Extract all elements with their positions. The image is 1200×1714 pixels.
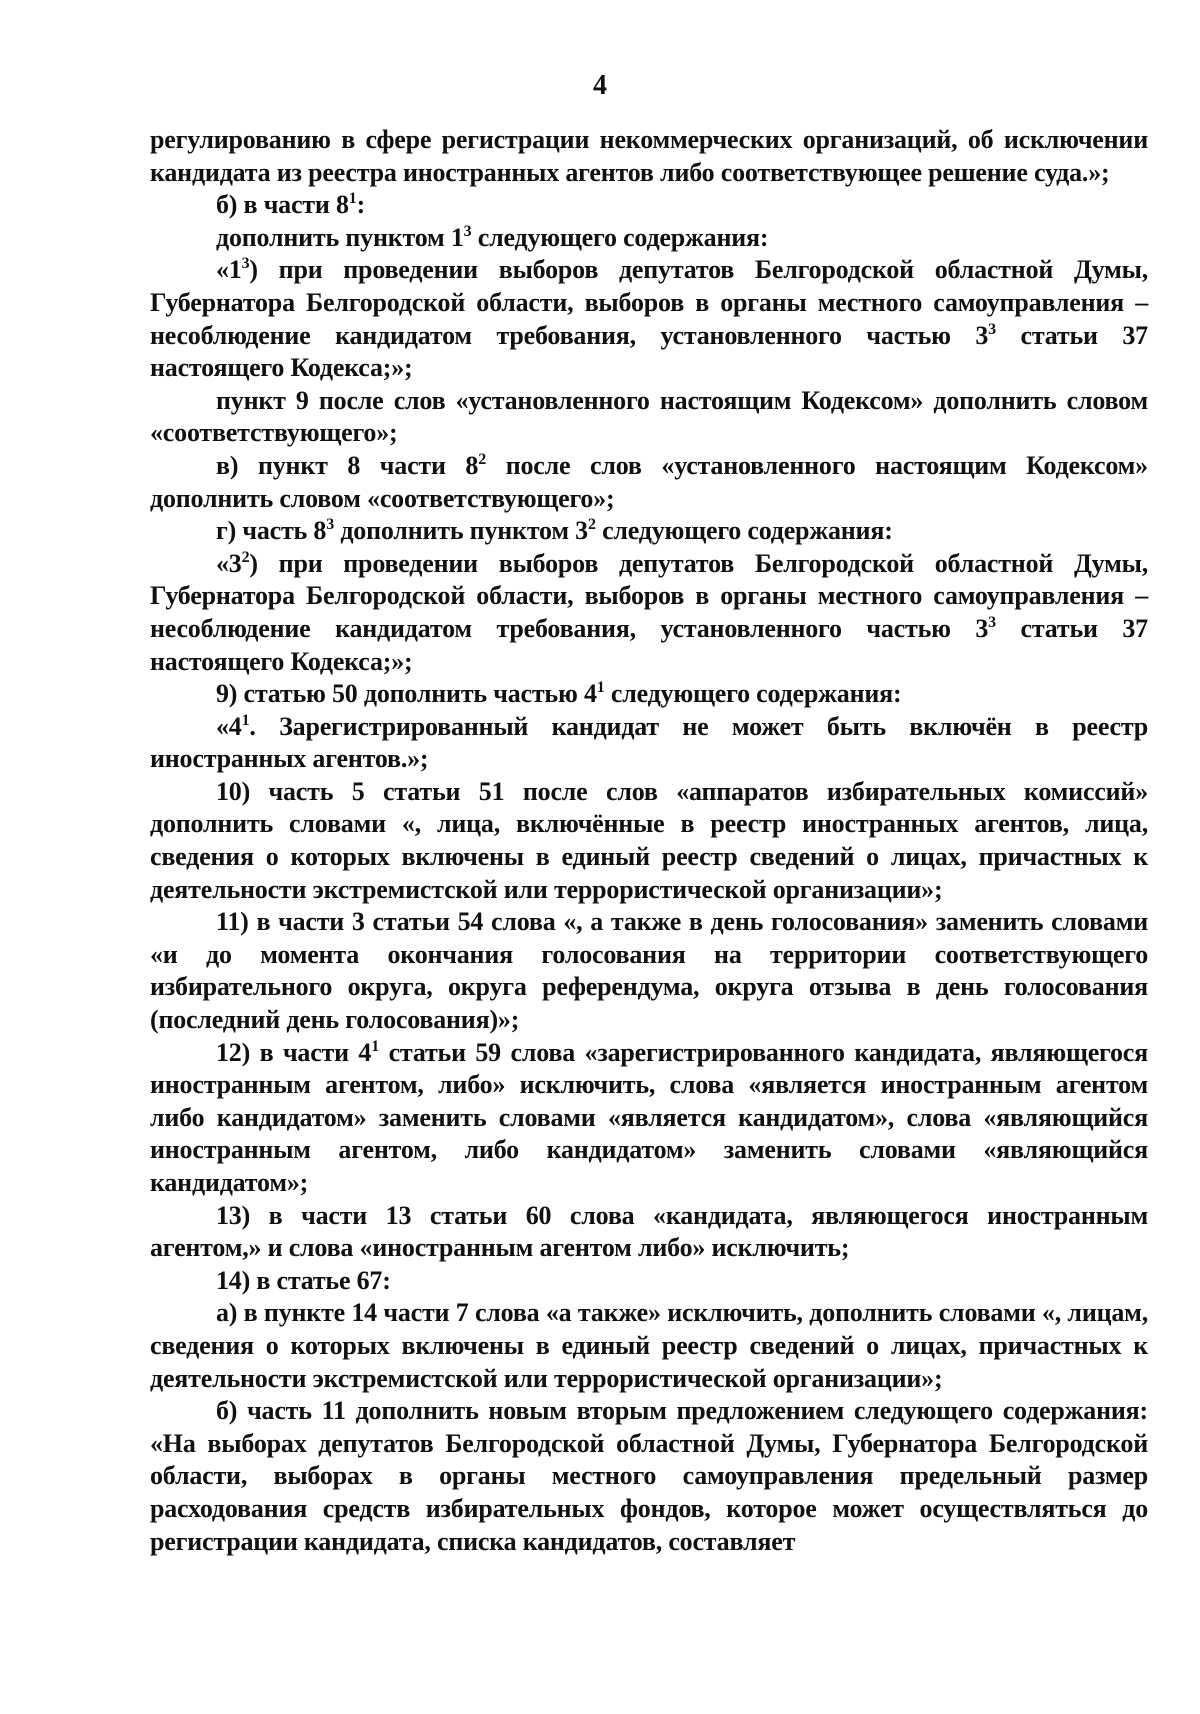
paragraph bbox=[150, 1297, 1148, 1395]
superscript: 3 bbox=[988, 320, 996, 338]
text-run: в) пункт 8 части 8 bbox=[216, 450, 479, 480]
superscript: 1 bbox=[371, 1037, 380, 1055]
paragraph bbox=[150, 450, 1148, 515]
text-run: 13) в части 13 статьи 60 слова «кандидата, являющегося иностранным агентом,» и слова «иностранным агентом либо» исключить; bbox=[150, 1200, 1148, 1263]
text-run: пункт 9 после слов «установленного настоящим Кодексом» дополнить словом «соответствующего»; bbox=[150, 385, 1148, 448]
text-run: после слов «установленного настоящим Кодексом» дополнить словом «соответствующего»; bbox=[150, 450, 1148, 513]
paragraph bbox=[150, 678, 1148, 711]
page-number: 4 bbox=[593, 70, 607, 101]
document-body bbox=[150, 124, 1148, 1558]
text-run: ) при проведении выборов депутатов Белгородской областной Думы, Губернатора Белгородской области, выборов в органы местного самоуправления – несоблюдение кандидатом требования, установленного частью 3 bbox=[150, 255, 1148, 350]
text-run: регулированию в сфере регистрации некоммерческих организаций, об исключении кандидата из реестра иностранных агентов либо соответствующее решение суда.»; bbox=[150, 125, 1148, 187]
text-run: . Зарегистрированный кандидат не может быть включён в реестр иностранных агентов.»; bbox=[150, 711, 1148, 774]
paragraph bbox=[150, 548, 1148, 678]
text-run: 9) статью 50 дополнить частью 4 bbox=[216, 679, 597, 709]
text-run: б) часть 11 дополнить новым вторым предложением следующего содержания: «На выборах депутатов Белгородской областной Думы, Губернатора Белгородской области, выборах в органы местного самоуправления предельный размер расходования средств избирательных фондов, которое может осуществляться до регистрации кандидата, списка кандидатов, составляет bbox=[150, 1396, 1148, 1556]
text-run: дополнить пунктом 1 bbox=[216, 222, 464, 252]
text-run: «4 bbox=[216, 711, 242, 741]
superscript: 3 bbox=[988, 613, 996, 631]
superscript: 3 bbox=[326, 516, 335, 534]
paragraph bbox=[150, 189, 1148, 222]
text-run: следующего содержания: bbox=[604, 679, 902, 709]
text-run: статьи 37 настоящего Кодекса;»; bbox=[150, 320, 1148, 383]
paragraph bbox=[150, 515, 1148, 548]
superscript: 1 bbox=[241, 711, 250, 729]
text-run: 12) в части 4 bbox=[216, 1037, 372, 1067]
paragraph bbox=[150, 385, 1148, 450]
superscript: 3 bbox=[241, 255, 250, 273]
paragraph bbox=[150, 124, 1148, 189]
text-run: статьи 37 настоящего Кодекса;»; bbox=[150, 613, 1148, 676]
text-run: «3 bbox=[216, 548, 242, 578]
paragraph bbox=[150, 711, 1148, 776]
superscript: 1 bbox=[596, 679, 605, 697]
text-run: а) в пункте 14 части 7 слова «а также» исключить, дополнить словами «, лицам, сведения о которых включены в единый реестр сведений о лицах, причастных к деятельности экстремистской или террористической организации»; bbox=[150, 1298, 1148, 1393]
text-run: 11) в части 3 статьи 54 слова «, а также в день голосования» заменить словами «и до момента окончания голосования на территории соответствующего избирательного округа, округа референдума, округа отзыва в день голосования (последний день голосования)»; bbox=[150, 907, 1148, 1035]
paragraph bbox=[150, 776, 1148, 906]
paragraph bbox=[150, 1265, 1148, 1298]
text-run: г) часть 8 bbox=[216, 516, 327, 546]
paragraph bbox=[150, 254, 1148, 384]
paragraph bbox=[150, 1395, 1148, 1558]
text-run: 10) часть 5 статьи 51 после слов «аппаратов избирательных комиссий» дополнить словами «, лица, включённые в реестр иностранных агентов, лица, сведения о которых включены в единый реестр сведений о лицах, причастных к деятельности экстремистской или террористической организации»; bbox=[150, 776, 1148, 904]
text-run: «1 bbox=[216, 255, 242, 285]
paragraph bbox=[150, 1200, 1148, 1265]
text-run: дополнить пунктом 3 bbox=[334, 516, 588, 546]
superscript: 2 bbox=[478, 450, 487, 468]
text-run: статьи 59 слова «зарегистрированного кандидата, являющегося иностранным агентом, либо» исключить, слова «является иностранным агентом либо кандидатом» заменить словами «является кандидатом», слова «являющийся иностранным агентом, либо кандидатом» заменить словами «являющийся кандидатом»; bbox=[150, 1037, 1148, 1197]
superscript: 2 bbox=[241, 548, 250, 566]
text-run: ) при проведении выборов депутатов Белгородской областной Думы, Губернатора Белгородской области, выборов в органы местного самоуправления – несоблюдение кандидатом требования, установленного частью 3 bbox=[150, 548, 1148, 643]
text-run: следующего содержания: bbox=[595, 516, 893, 546]
superscript: 1 bbox=[348, 190, 357, 208]
paragraph bbox=[150, 222, 1148, 255]
paragraph bbox=[150, 906, 1148, 1036]
text-run: следующего содержания: bbox=[471, 222, 769, 252]
text-run: б) в части 8 bbox=[216, 190, 349, 220]
text-run: : bbox=[356, 190, 366, 220]
superscript: 2 bbox=[587, 516, 596, 534]
superscript: 3 bbox=[463, 222, 472, 240]
paragraph bbox=[150, 1037, 1148, 1200]
text-run: 14) в статье 67: bbox=[216, 1265, 391, 1295]
